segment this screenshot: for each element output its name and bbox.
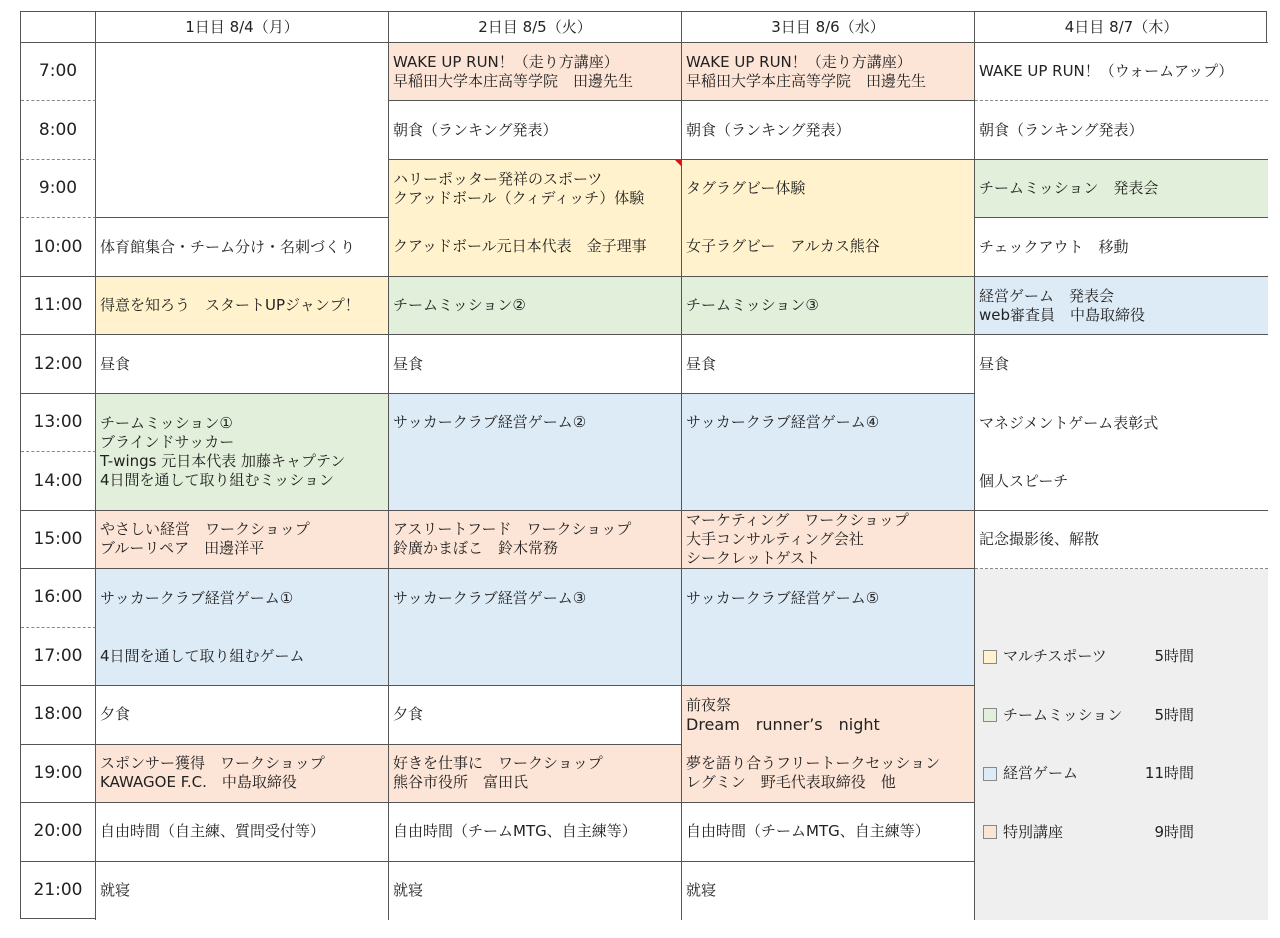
event-line: ブラインドサッカー bbox=[100, 432, 235, 451]
legend bbox=[975, 569, 1268, 920]
header-day-2: 2日目 8/5（火） bbox=[389, 12, 682, 43]
time-label: 18:00 bbox=[21, 686, 96, 744]
event-line: マーケティング ワークショップ bbox=[686, 510, 909, 529]
day1-gather: 体育館集合・チーム分け・名刺づくり bbox=[96, 218, 389, 276]
event-line: 熊谷市役所 富田氏 bbox=[393, 773, 529, 792]
time-label: 9:00 bbox=[21, 160, 96, 218]
event-text bbox=[686, 744, 970, 802]
day1-sleep: 就寝 bbox=[96, 862, 389, 920]
day2-lunch: 昼食 bbox=[389, 335, 682, 393]
event-line: やさしい経営 ワークショップ bbox=[100, 520, 310, 539]
event-line: 好きを仕事に ワークショップ bbox=[393, 754, 603, 773]
day2-sleep: 就寝 bbox=[389, 862, 682, 920]
event-text bbox=[393, 160, 677, 218]
event-line: サッカークラブ経営ゲーム⑤ bbox=[686, 588, 880, 607]
time-label: 20:00 bbox=[21, 803, 96, 861]
event-line: WAKE UP RUN！（走り方講座） bbox=[686, 52, 912, 71]
time-label: 17:00 bbox=[21, 628, 96, 686]
legend-label: チームミッション bbox=[1003, 705, 1123, 724]
legend-item-management-game bbox=[975, 745, 1268, 803]
legend-label: 特別講座 bbox=[1003, 822, 1064, 841]
schedule-table bbox=[20, 11, 1267, 919]
legend-hours: 9時間 bbox=[1154, 822, 1194, 841]
event-line: タグラグビー体験 bbox=[686, 179, 806, 198]
day3-eve-party bbox=[682, 686, 975, 803]
header-day-1: 1日目 8/4（月） bbox=[96, 12, 389, 43]
time-label: 10:00 bbox=[21, 218, 96, 276]
legend-spacer bbox=[975, 569, 1268, 627]
day2-wake-up-run bbox=[389, 43, 682, 101]
day1-mission1 bbox=[96, 394, 389, 511]
day2-dinner: 夕食 bbox=[389, 686, 682, 744]
time-label: 14:00 bbox=[21, 452, 96, 510]
time-label: 21:00 bbox=[21, 862, 96, 920]
header-corner bbox=[21, 12, 96, 43]
day3-sleep: 就寝 bbox=[682, 862, 975, 920]
event-line: サッカークラブ経営ゲーム③ bbox=[393, 588, 587, 607]
event-line: サッカークラブ経営ゲーム① bbox=[100, 588, 294, 607]
day3-breakfast: 朝食（ランキング発表） bbox=[682, 101, 975, 159]
event-line: クアッドボール元日本代表 金子理事 bbox=[393, 237, 647, 256]
day1-game1 bbox=[96, 569, 389, 686]
event-line: サッカークラブ経営ゲーム② bbox=[393, 413, 587, 432]
day3-marketing-workshop bbox=[682, 511, 975, 569]
event-line: T-wings 元日本代表 加藤キャプテン bbox=[100, 451, 346, 470]
day1-empty-slot bbox=[96, 43, 389, 218]
day3-game5 bbox=[682, 569, 975, 686]
event-line: 4日間を通して取り組むゲーム bbox=[100, 646, 305, 665]
event-line: 4日間を通して取り組むミッション bbox=[100, 470, 334, 489]
time-label: 7:00 bbox=[21, 43, 96, 101]
event-line: ブルーリペア 田邊洋平 bbox=[100, 539, 265, 558]
day3-free: 自由時間（チームMTG、自主練等） bbox=[682, 803, 975, 861]
event-line: 早稲田大学本庄高等学院 田邊先生 bbox=[686, 71, 927, 90]
legend-swatch bbox=[983, 825, 997, 839]
legend-swatch bbox=[983, 767, 997, 781]
legend-hours: 5時間 bbox=[1154, 705, 1194, 724]
day4-photo: 記念撮影後、解散 bbox=[975, 511, 1268, 569]
day3-tag-rugby bbox=[682, 160, 975, 277]
event-line: KAWAGOE F.C. 中島取締役 bbox=[100, 773, 297, 792]
day1-lunch: 昼食 bbox=[96, 335, 389, 393]
day4-award: マネジメントゲーム表彰式 bbox=[975, 394, 1268, 452]
event-line: 女子ラグビー アルカス熊谷 bbox=[686, 237, 880, 256]
event-line: 早稲田大学本庄高等学院 田邊先生 bbox=[393, 71, 634, 90]
day2-free: 自由時間（チームMTG、自主練等） bbox=[389, 803, 682, 861]
legend-swatch bbox=[983, 708, 997, 722]
time-label: 8:00 bbox=[21, 101, 96, 159]
day4-speech: 個人スピーチ bbox=[975, 452, 1268, 510]
legend-item-special-lecture bbox=[975, 803, 1268, 861]
day2-quidditch bbox=[389, 160, 682, 277]
time-label: 11:00 bbox=[21, 277, 96, 335]
event-line: レグミン 野毛代表取締役 他 bbox=[686, 773, 896, 792]
time-label: 15:00 bbox=[21, 511, 96, 569]
day1-free: 自由時間（自主練、質問受付等） bbox=[96, 803, 389, 861]
legend-label: マルチスポーツ bbox=[1003, 647, 1107, 666]
day2-mission2: チームミッション② bbox=[389, 277, 682, 335]
day2-game3 bbox=[389, 569, 682, 686]
header-day-4: 4日目 8/7（木） bbox=[975, 12, 1268, 43]
day3-game4 bbox=[682, 394, 975, 511]
day1-keiei-workshop bbox=[96, 511, 389, 569]
event-line: Dream runner’s night bbox=[686, 715, 880, 735]
day3-lunch: 昼食 bbox=[682, 335, 975, 393]
time-label: 13:00 bbox=[21, 394, 96, 452]
legend-hours: 11時間 bbox=[1144, 764, 1194, 783]
day3-wake-up-run bbox=[682, 43, 975, 101]
header-day-3: 3日目 8/6（水） bbox=[682, 12, 975, 43]
event-text bbox=[686, 686, 970, 744]
event-line: スポンサー獲得 ワークショップ bbox=[100, 754, 325, 773]
day1-tokui: 得意を知ろう スタートUPジャンプ！ bbox=[96, 277, 389, 335]
event-line: 大手コンサルティング会社 bbox=[686, 529, 864, 548]
legend-item-team-mission bbox=[975, 686, 1268, 744]
event-line: サッカークラブ経営ゲーム④ bbox=[686, 413, 880, 432]
time-label: 16:00 bbox=[21, 569, 96, 627]
day4-presentation: チームミッション 発表会 bbox=[975, 160, 1268, 218]
day4-breakfast: 朝食（ランキング発表） bbox=[975, 101, 1268, 159]
day4-game-presentation bbox=[975, 277, 1268, 335]
event-line: アスリートフード ワークショップ bbox=[393, 520, 632, 539]
time-label: 19:00 bbox=[21, 745, 96, 803]
event-line: チームミッション① bbox=[100, 413, 233, 432]
event-line: シークレットゲスト bbox=[686, 548, 820, 567]
day2-breakfast: 朝食（ランキング発表） bbox=[389, 101, 682, 159]
legend-item-multisport bbox=[975, 628, 1268, 686]
event-line: 夢を語り合うフリートークセッション bbox=[686, 754, 941, 773]
legend-swatch bbox=[983, 650, 997, 664]
day1-dinner: 夕食 bbox=[96, 686, 389, 744]
comment-marker bbox=[675, 160, 681, 166]
day4-lunch: 昼食 bbox=[975, 335, 1268, 393]
day2-job-workshop bbox=[389, 745, 682, 803]
event-line: 鈴廣かまぼこ 鈴木常務 bbox=[393, 539, 559, 558]
legend-label: 経営ゲーム bbox=[1003, 764, 1079, 783]
day3-mission3: チームミッション③ bbox=[682, 277, 975, 335]
time-label: 12:00 bbox=[21, 335, 96, 393]
event-line: 経営ゲーム 発表会 bbox=[979, 286, 1115, 305]
day4-wake-up-run: WAKE UP RUN！（ウォームアップ） bbox=[975, 43, 1268, 101]
day4-checkout: チェックアウト 移動 bbox=[975, 218, 1268, 276]
day2-game2 bbox=[389, 394, 682, 511]
event-line: クアッドボール（クィディッチ）体験 bbox=[393, 188, 645, 207]
day2-food-workshop bbox=[389, 511, 682, 569]
event-line: 前夜祭 bbox=[686, 696, 732, 715]
day1-sponsor-workshop bbox=[96, 745, 389, 803]
event-line: WAKE UP RUN！（走り方講座） bbox=[393, 52, 619, 71]
legend-hours: 5時間 bbox=[1154, 647, 1194, 666]
event-line: web審査員 中島取締役 bbox=[979, 305, 1146, 324]
event-line: ハリーポッター発祥のスポーツ bbox=[393, 169, 603, 188]
